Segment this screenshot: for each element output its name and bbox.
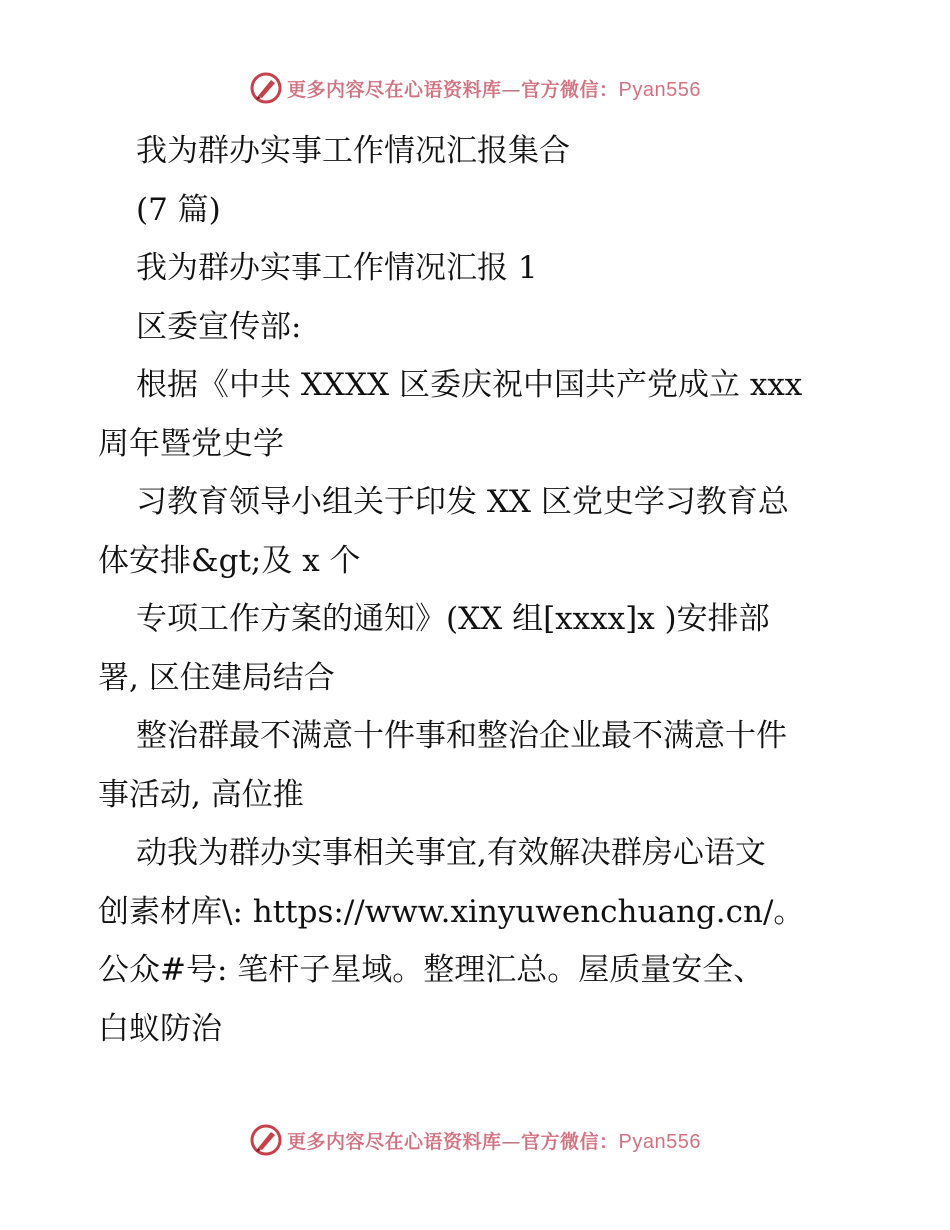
section-heading: 我为群办实事工作情况汇报 1 — [136, 250, 538, 286]
pen-logo-icon — [249, 1123, 283, 1157]
body-line: 事活动, 高位推 — [98, 776, 304, 813]
body-line: 创素材库\: https://www.xinyuwenchuang.cn/。 — [98, 893, 805, 930]
footer-watermark — [0, 1120, 950, 1160]
body-line: 白蚁防治 — [98, 1010, 222, 1047]
watermark-dash: — — [501, 1130, 522, 1153]
watermark-text: 更多内容尽在心语资料库 — [287, 1130, 502, 1153]
body-line: 习教育领导小组关于印发 XX 区党史学习教育总 — [136, 484, 789, 520]
doc-subtitle: (7 篇) — [136, 191, 221, 228]
watermark-contact: 官方微信： — [521, 78, 619, 101]
body-line: 公众#号: 笔杆子星域。整理汇总。屋质量安全、 — [98, 952, 765, 988]
addressee: 区委宣传部: — [136, 308, 302, 345]
body-line: 周年暨党史学 — [98, 425, 284, 462]
document-body — [98, 122, 858, 1058]
watermark-contact: 官方微信： — [521, 1130, 619, 1153]
doc-title: 我为群办实事工作情况汇报集合 — [136, 133, 570, 169]
body-line: 专项工作方案的通知》(XX 组[xxxx]x )安排部 — [136, 601, 770, 637]
body-line: 署, 区住建局结合 — [98, 659, 335, 696]
pen-logo-icon — [249, 71, 283, 105]
header-watermark — [0, 68, 950, 108]
watermark-id: Pyan556 — [618, 1130, 701, 1153]
body-line: 根据《中共 XXXX 区委庆祝中国共产党成立 xxx — [136, 367, 803, 403]
body-line: 体安排&gt;及 x 个 — [98, 542, 361, 579]
body-line: 动我为群办实事相关事宜,有效解决群房心语文 — [136, 835, 766, 871]
watermark-id: Pyan556 — [618, 78, 701, 101]
body-line: 整治群最不满意十件事和整治企业最不满意十件 — [136, 718, 787, 754]
watermark-dash: — — [501, 78, 522, 101]
watermark-text: 更多内容尽在心语资料库 — [287, 78, 502, 101]
